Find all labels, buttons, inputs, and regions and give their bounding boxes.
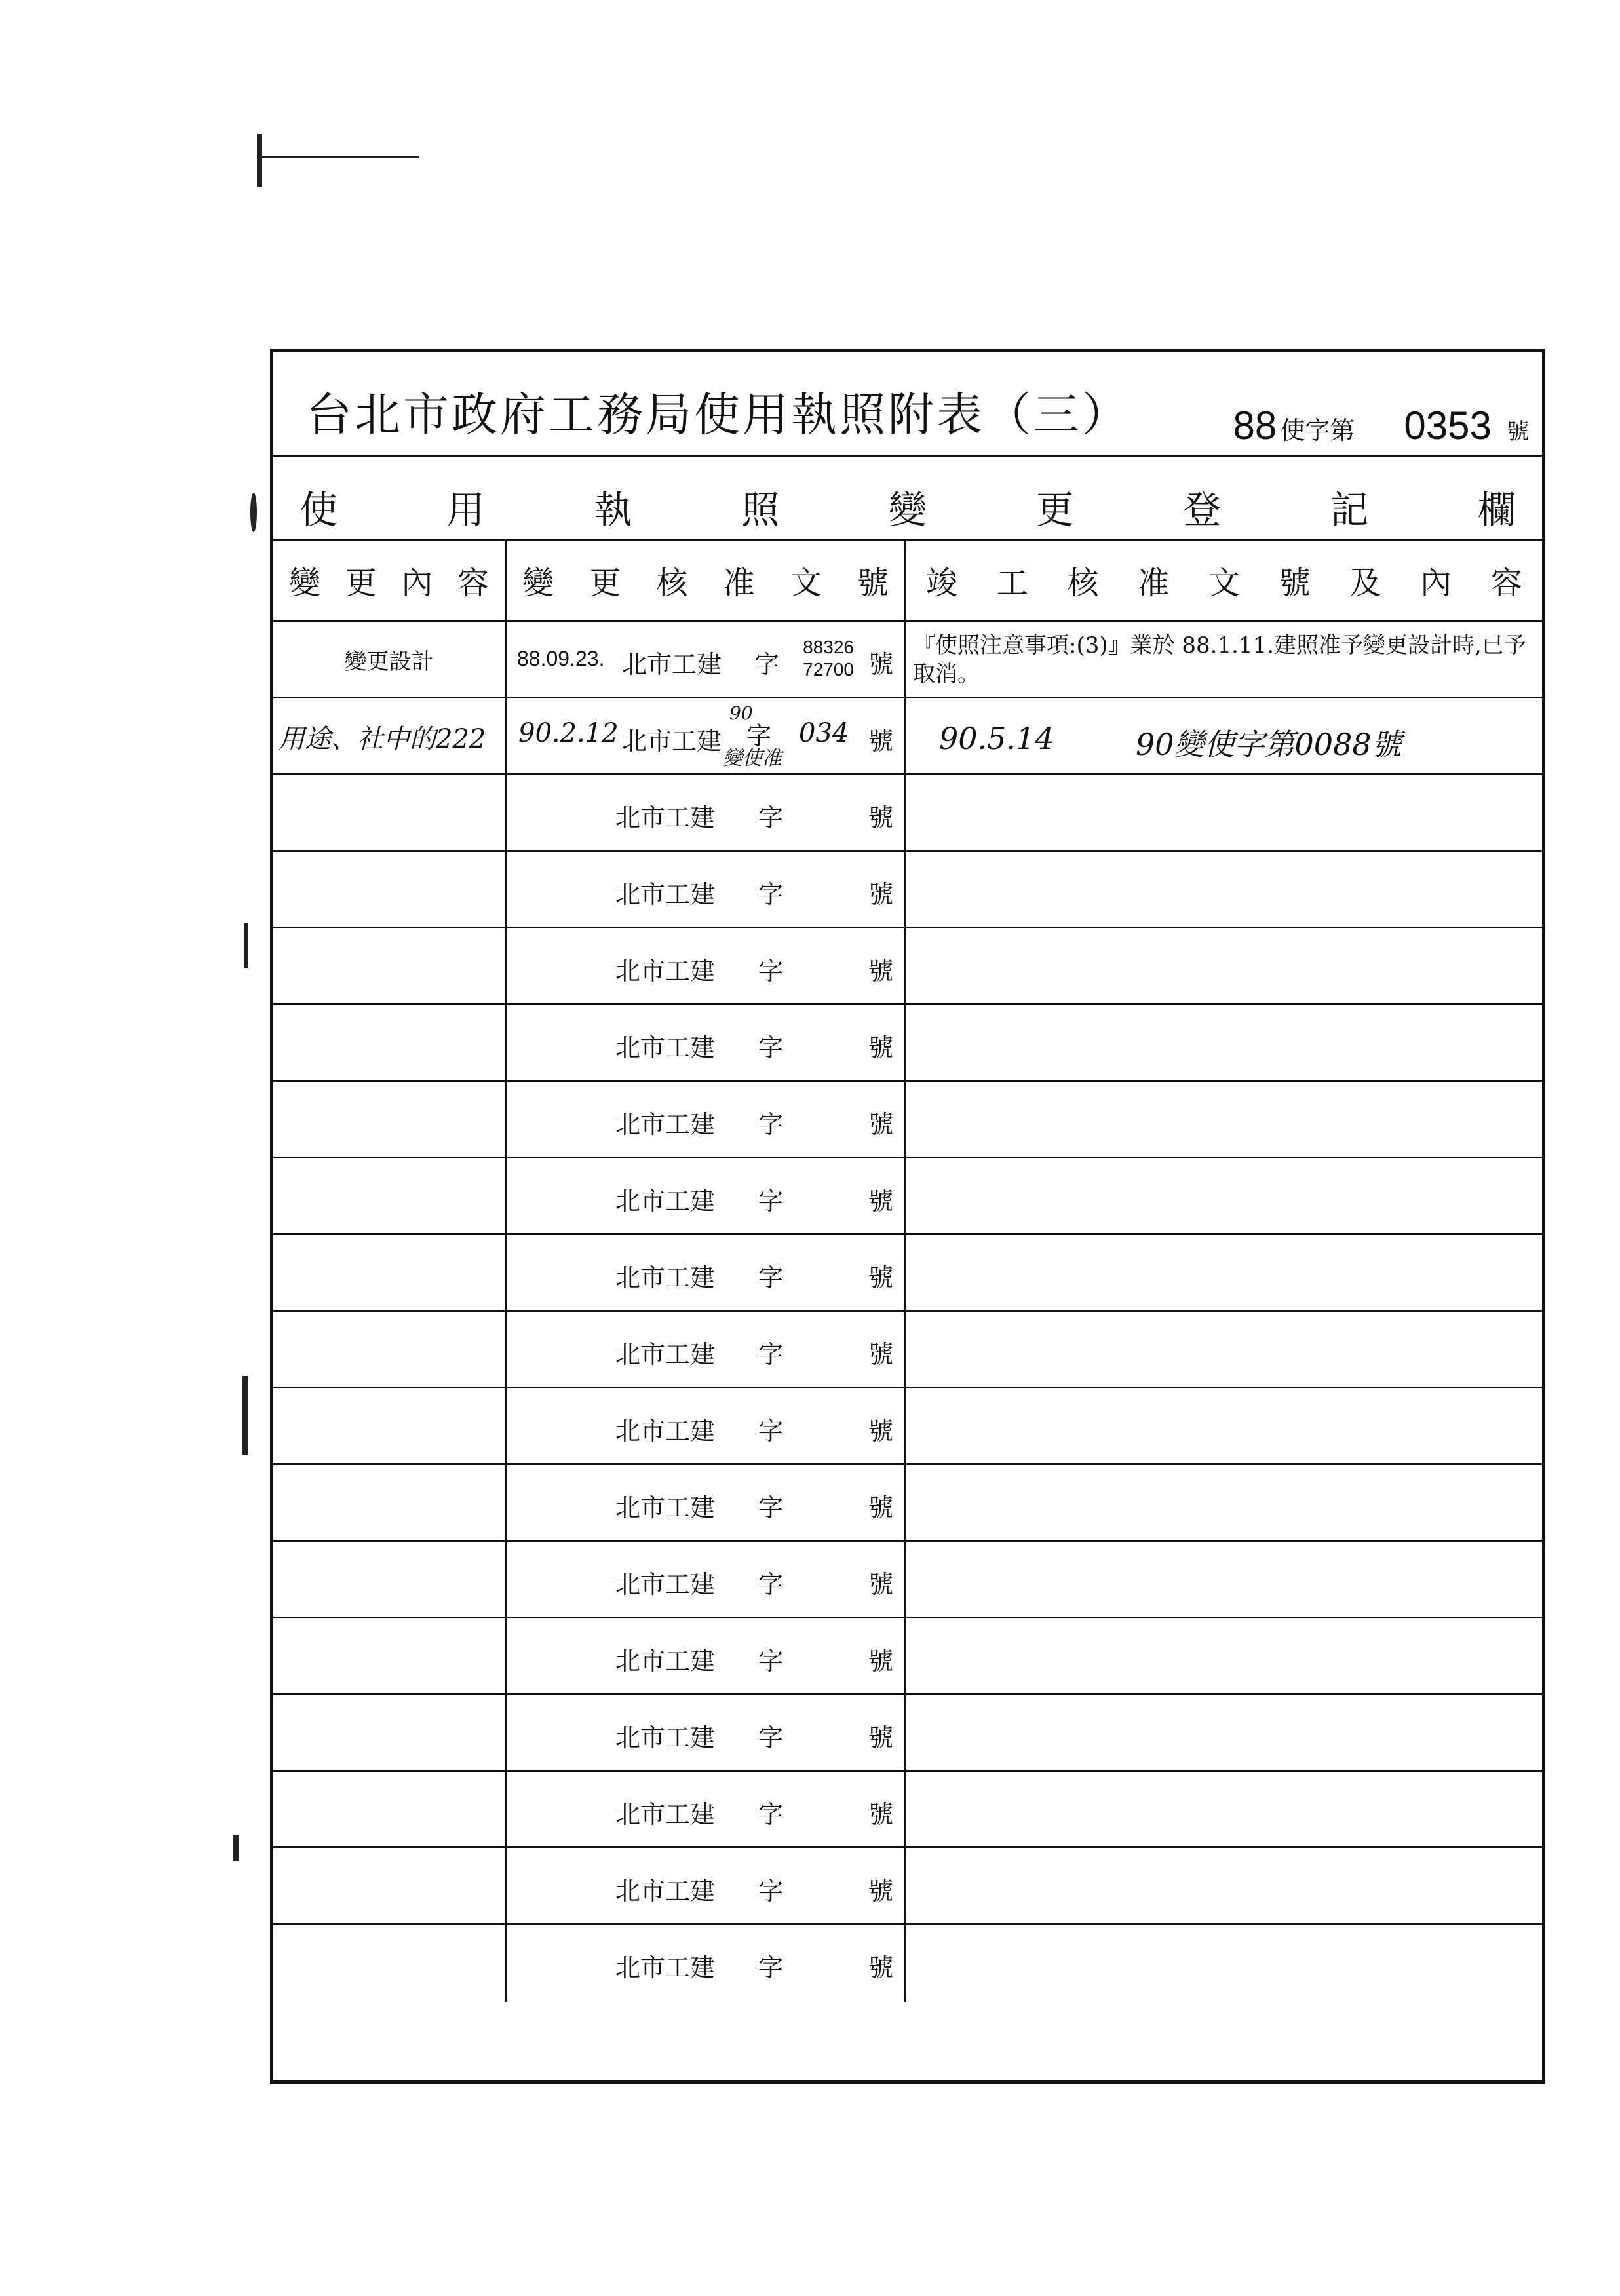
office-label: 北市工建 — [622, 727, 722, 756]
office-label: 北市工建 — [615, 1953, 716, 1982]
change-content-cell — [273, 852, 507, 927]
office-label: 北市工建 — [615, 803, 716, 832]
approval-number-cell — [507, 1005, 906, 1080]
zi-label: 字 — [758, 1417, 784, 1445]
change-content-cell — [273, 1542, 507, 1617]
handwritten-completion-ref: 90變使字第0088號 — [1136, 727, 1402, 762]
handwritten-content: 用途、社中的222 — [279, 724, 486, 754]
banner-char: 更 — [1035, 488, 1074, 532]
office-label: 北市工建 — [615, 1263, 716, 1292]
header-change-content — [273, 541, 507, 620]
office-label: 北市工建 — [615, 880, 716, 909]
handwritten-year: 90 — [729, 702, 753, 724]
table-row — [273, 1158, 1542, 1235]
table-row — [273, 1542, 1542, 1618]
permit-number-value: 0353 — [1404, 404, 1492, 448]
table-row — [273, 698, 1542, 775]
completion-cell — [906, 1082, 1542, 1157]
office-label: 北市工建 — [615, 1187, 716, 1215]
approval-number-cell — [507, 775, 906, 850]
banner-char: 照 — [741, 488, 780, 532]
change-content-cell — [273, 1772, 507, 1846]
office-label: 北市工建 — [615, 1647, 716, 1675]
change-content-cell — [273, 1312, 507, 1387]
permit-number — [1233, 403, 1529, 448]
completion-cell — [906, 928, 1542, 1003]
change-content-cell — [273, 928, 507, 1003]
office-label: 北市工建 — [615, 1110, 716, 1139]
completion-cell — [906, 1542, 1542, 1617]
zi-label: 字 — [758, 1723, 784, 1752]
zi-label: 字 — [758, 803, 784, 832]
completion-cell — [906, 1005, 1542, 1080]
header-char: 內 — [401, 565, 433, 602]
completion-cell — [906, 1388, 1542, 1463]
hao-label: 號 — [868, 957, 894, 985]
header-char: 竣 — [926, 565, 958, 602]
change-content-cell — [273, 775, 507, 850]
zi-label: 字 — [758, 1187, 784, 1215]
header-char: 號 — [1279, 565, 1311, 602]
hao-label: 號 — [868, 1340, 894, 1369]
hao-label: 號 — [868, 1800, 894, 1829]
zi-label: 字 — [758, 1953, 784, 1982]
approval-number-cell — [507, 1925, 906, 2002]
office-label: 北市工建 — [622, 650, 722, 679]
change-content-cell — [273, 1082, 507, 1157]
zi-label: 字 — [754, 650, 780, 679]
table-row — [273, 1082, 1542, 1158]
change-content-cell — [273, 1925, 507, 2002]
title-row — [273, 352, 1542, 457]
approval-number-cell — [507, 1772, 906, 1846]
completion-cell — [906, 1158, 1542, 1233]
binding-mark — [257, 134, 262, 187]
completion-cell — [906, 1848, 1542, 1923]
permit-suffix: 號 — [1507, 419, 1529, 445]
change-content-cell — [273, 1618, 507, 1693]
doc-number-line1: 88326 — [803, 637, 854, 657]
header-char: 號 — [857, 565, 889, 602]
approval-number-cell — [507, 622, 906, 697]
office-label: 北市工建 — [615, 1340, 716, 1369]
hao-label: 號 — [868, 1570, 894, 1599]
hao-label: 號 — [868, 880, 894, 909]
zi-label: 字 — [758, 1647, 784, 1675]
table-row — [273, 1848, 1542, 1925]
zi-label: 字 — [758, 1110, 784, 1139]
hao-label: 號 — [868, 650, 894, 679]
table-row — [273, 775, 1542, 852]
entry-rows — [273, 622, 1542, 2002]
binding-mark — [242, 1376, 248, 1455]
banner-char: 登 — [1183, 488, 1222, 532]
column-header-row — [273, 541, 1542, 622]
approval-number-cell — [507, 698, 906, 773]
change-content-cell: 變更設計 — [273, 622, 507, 697]
office-label: 北市工建 — [615, 1877, 716, 1905]
approval-number-cell — [507, 928, 906, 1003]
header-char: 內 — [1420, 565, 1452, 602]
zi-label: 字 — [758, 1877, 784, 1905]
office-label: 北市工建 — [615, 1493, 716, 1522]
approval-number-cell — [507, 1695, 906, 1770]
header-char: 核 — [656, 565, 688, 602]
table-row — [273, 1005, 1542, 1082]
table-row — [273, 928, 1542, 1005]
completion-cell — [906, 852, 1542, 927]
banner-char: 執 — [594, 488, 632, 532]
banner-char: 記 — [1330, 488, 1369, 532]
table-row — [273, 622, 1542, 698]
approval-number-cell — [507, 1618, 906, 1693]
header-char: 准 — [1138, 565, 1170, 602]
header-approval-number — [507, 541, 906, 620]
zi-label: 字 — [746, 721, 772, 750]
zi-label: 字 — [758, 1033, 784, 1062]
table-row — [273, 1618, 1542, 1695]
hao-label: 號 — [868, 1417, 894, 1445]
binding-mark — [250, 493, 257, 532]
table-row — [273, 1235, 1542, 1312]
office-label: 北市工建 — [615, 1800, 716, 1829]
completion-cell — [906, 698, 1542, 773]
header-char: 更 — [589, 565, 621, 602]
banner-char: 變 — [888, 488, 927, 532]
approval-number-cell — [507, 1312, 906, 1387]
header-char: 文 — [790, 565, 822, 602]
hao-label: 號 — [868, 1647, 894, 1675]
table-row — [273, 1925, 1542, 2002]
banner-char: 欄 — [1477, 488, 1516, 532]
completion-cell — [906, 1312, 1542, 1387]
header-char: 工 — [996, 565, 1028, 602]
change-content-cell — [273, 698, 507, 773]
hao-label: 號 — [868, 803, 894, 832]
office-label: 北市工建 — [615, 1417, 716, 1445]
hao-label: 號 — [868, 1723, 894, 1752]
handwritten-completion-date: 90.5.14 — [939, 721, 1054, 756]
approval-number-cell — [507, 1848, 906, 1923]
hao-label: 號 — [868, 1263, 894, 1292]
hao-label: 號 — [868, 1033, 894, 1062]
approval-number-cell — [507, 1465, 906, 1540]
handwritten-date: 90.2.12 — [518, 718, 619, 748]
header-char: 及 — [1349, 565, 1381, 602]
table-row — [273, 1388, 1542, 1465]
change-content-cell — [273, 1695, 507, 1770]
banner-char: 用 — [446, 488, 485, 532]
completion-cell — [906, 1465, 1542, 1540]
header-char: 文 — [1208, 565, 1240, 602]
approval-number-cell — [507, 1158, 906, 1233]
change-content-cell — [273, 1388, 507, 1463]
doc-number-line2: 72700 — [803, 659, 854, 679]
completion-notes: 『使照注意事項:(3)』業於 88.1.11.建照准予變更設計時,已予取消。 — [913, 632, 1526, 687]
doc-number — [788, 636, 854, 681]
completion-cell — [906, 1695, 1542, 1770]
binding-mark — [233, 1835, 239, 1861]
office-label: 北市工建 — [615, 1723, 716, 1752]
zi-label: 字 — [758, 1340, 784, 1369]
hao-label: 號 — [868, 1187, 894, 1215]
table-row — [273, 1465, 1542, 1542]
permit-prefix: 88 — [1233, 404, 1277, 448]
hao-label: 號 — [868, 1110, 894, 1139]
binding-mark — [244, 923, 248, 968]
table-row — [273, 852, 1542, 928]
completion-cell — [906, 1925, 1542, 2002]
change-content-cell — [273, 1158, 507, 1233]
zi-label: 字 — [758, 957, 784, 985]
completion-cell — [906, 775, 1542, 850]
approval-date: 88.09.23. — [517, 647, 605, 670]
hao-label: 號 — [868, 727, 894, 756]
header-char: 容 — [457, 565, 489, 602]
completion-cell — [906, 622, 1542, 697]
hao-label: 號 — [868, 1493, 894, 1522]
table-row — [273, 1695, 1542, 1772]
section-banner — [299, 479, 1516, 534]
banner-row — [273, 457, 1542, 541]
change-content-cell — [273, 1005, 507, 1080]
office-label: 北市工建 — [615, 1570, 716, 1599]
handwritten-sub: 變使准 — [723, 747, 782, 770]
banner-char: 使 — [299, 488, 338, 532]
permit-appendix-form — [270, 349, 1545, 2084]
office-label: 北市工建 — [615, 1033, 716, 1062]
table-row — [273, 1312, 1542, 1388]
change-content-cell — [273, 1848, 507, 1923]
header-char: 准 — [723, 565, 755, 602]
approval-number-cell — [507, 1388, 906, 1463]
zi-label: 字 — [758, 880, 784, 909]
change-content-cell — [273, 1235, 507, 1310]
header-completion — [906, 541, 1542, 620]
zi-label: 字 — [758, 1800, 784, 1829]
completion-cell — [906, 1235, 1542, 1310]
header-char: 容 — [1490, 565, 1522, 602]
approval-number-cell — [507, 1542, 906, 1617]
header-char: 變 — [522, 565, 554, 602]
completion-cell — [906, 1772, 1542, 1846]
approval-number-cell — [507, 852, 906, 927]
zi-label: 字 — [758, 1263, 784, 1292]
approval-number-cell — [507, 1235, 906, 1310]
table-row — [273, 1772, 1542, 1848]
binding-mark — [262, 156, 419, 158]
header-char: 變 — [289, 565, 321, 602]
handwritten-number: 034 — [799, 718, 849, 748]
zi-label: 字 — [758, 1493, 784, 1522]
header-char: 核 — [1067, 565, 1099, 602]
change-content-cell — [273, 1465, 507, 1540]
approval-number-cell — [507, 1082, 906, 1157]
header-char: 更 — [345, 565, 377, 602]
office-label: 北市工建 — [615, 957, 716, 985]
form-title: 台北市政府工務局使用執照附表（三） — [306, 388, 1130, 442]
completion-cell — [906, 1618, 1542, 1693]
zi-label: 字 — [758, 1570, 784, 1599]
hao-label: 號 — [868, 1953, 894, 1982]
hao-label: 號 — [868, 1877, 894, 1905]
permit-mid: 使字第 — [1280, 416, 1355, 445]
